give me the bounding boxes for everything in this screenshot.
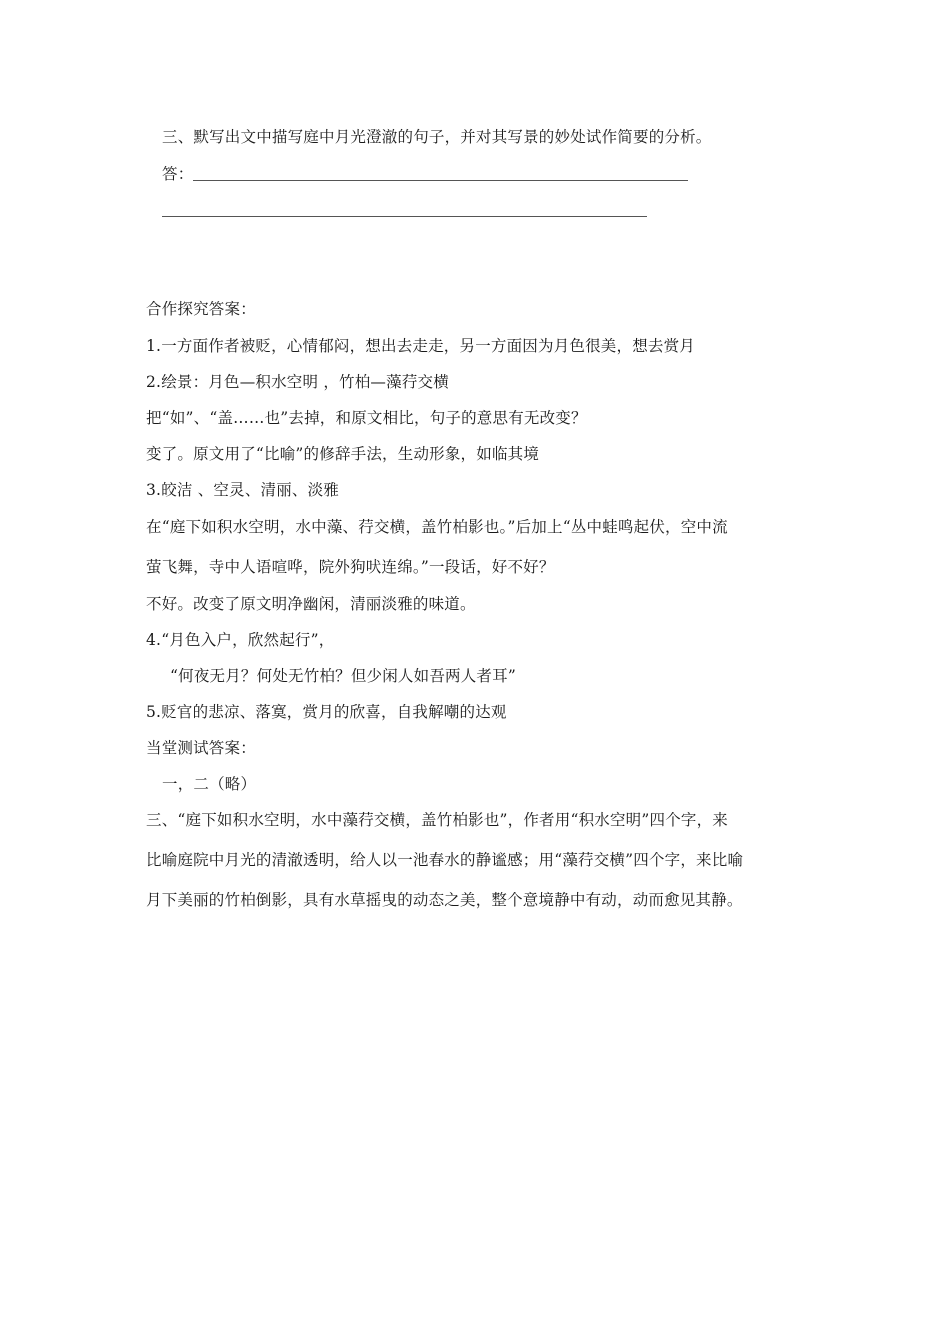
coop-item-3-question-line-1: 在“庭下如积水空明，水中藻、荇交横，盖竹柏影也。”后加上“丛中蛙鸣起伏，空中流 (146, 518, 728, 536)
coop-item-4-quote: “何夜无月？何处无竹柏？但少闲人如吾两人者耳” (170, 667, 516, 685)
test-item-3-line-3: 月下美丽的竹柏倒影，具有水草摇曳的动态之美，整个意境静中有动，动而愈见其静。 (146, 891, 743, 909)
coop-item-2: 2.绘景：月色—积水空明 ，竹柏—藻荇交横 (146, 373, 449, 391)
test-items-1-2: 一，二（略） (162, 775, 257, 793)
coop-item-3-question-line-2: 萤飞舞，寺中人语喧哗，院外狗吠连绵。”一段话，好不好？ (146, 558, 555, 576)
answer-blank-line-2 (162, 216, 647, 217)
test-item-3-line-1: 三、“庭下如积水空明，水中藻荇交横，盖竹柏影也”，作者用“积水空明”四个字，来 (146, 811, 728, 829)
coop-item-5: 5.贬官的悲凉、落寞，赏月的欣喜，自我解嘲的达观 (146, 703, 507, 721)
coop-item-1: 1.一方面作者被贬，心情郁闷，想出去走走，另一方面因为月色很美，想去赏月 (146, 337, 695, 355)
answer-label: 答： (162, 165, 194, 183)
coop-heading: 合作探究答案： (146, 300, 256, 318)
coop-item-2-question: 把“如”、“盖……也”去掉，和原文相比，句子的意思有无改变？ (146, 409, 587, 427)
coop-item-3: 3.皎洁 、空灵、清丽、淡雅 (146, 481, 340, 499)
test-heading: 当堂测试答案： (146, 739, 256, 757)
question-3-prompt: 三、默写出文中描写庭中月光澄澈的句子，并对其写景的妙处试作简要的分析。 (162, 128, 712, 146)
coop-item-4: 4.“月色入户，欣然起行”， (146, 631, 335, 649)
test-item-3-line-2: 比喻庭院中月光的清澈透明，给人以一池春水的静谧感；用“藻荇交横”四个字，来比喻 (146, 851, 744, 869)
coop-item-3-answer: 不好。改变了原文明净幽闲，清丽淡雅的味道。 (146, 595, 476, 613)
coop-item-2-answer: 变了。原文用了“比喻”的修辞手法，生动形象，如临其境 (146, 445, 540, 463)
answer-blank-line-1 (193, 180, 688, 181)
